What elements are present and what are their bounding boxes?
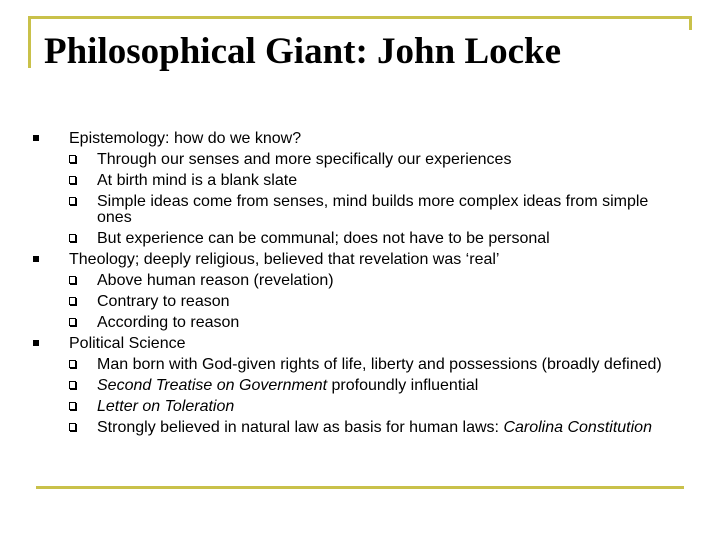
bullet-theology: [33, 249, 683, 270]
slide-content: [33, 128, 683, 438]
sub-bullet-text: Man born with God-given rights of life, liberty and possessions (broadly defined): [97, 356, 662, 373]
sub-bullet-text: Contrary to reason: [97, 293, 230, 310]
checkbox-bullet-icon: [69, 276, 76, 284]
title-frame-right: [689, 16, 692, 30]
sub-bullet-text: At birth mind is a blank slate: [97, 172, 298, 189]
sub-bullet: [33, 228, 683, 249]
square-bullet-icon: [33, 256, 39, 262]
checkbox-bullet-icon: [69, 297, 76, 305]
bullet-epistemology: [33, 128, 683, 149]
checkbox-bullet-icon: [69, 197, 76, 205]
title-frame-top: [28, 16, 692, 19]
sub-bullet: [33, 291, 683, 312]
bullet-text: Political Science: [69, 335, 186, 352]
sub-bullet: [33, 354, 683, 375]
checkbox-bullet-icon: [69, 155, 76, 163]
sub-bullet: [33, 417, 683, 438]
checkbox-bullet-icon: [69, 360, 76, 368]
book-title: Letter on Toleration: [97, 398, 235, 415]
sub-bullet: [33, 149, 683, 170]
checkbox-bullet-icon: [69, 423, 76, 431]
slide-title: Philosophical Giant: John Locke: [44, 31, 562, 72]
bullet-text: Epistemology: how do we know?: [69, 130, 302, 147]
sub-bullet: [33, 312, 683, 333]
book-title: Second Treatise on Government: [97, 377, 328, 394]
sub-bullet-text: Through our senses and more specifically our experiences: [97, 151, 512, 168]
checkbox-bullet-icon: [69, 176, 76, 184]
sub-bullet: [33, 191, 683, 228]
checkbox-bullet-icon: [69, 234, 76, 242]
bottom-rule: [36, 486, 684, 489]
bullet-political-science: [33, 333, 683, 354]
sub-bullet-text: According to reason: [97, 314, 240, 331]
square-bullet-icon: [33, 135, 39, 141]
checkbox-bullet-icon: [69, 381, 76, 389]
sub-bullet: [33, 396, 683, 417]
title-frame-left: [28, 16, 31, 68]
checkbox-bullet-icon: [69, 402, 76, 410]
document-title: Carolina Constitution: [503, 419, 652, 436]
sub-bullet-text: But experience can be communal; does not have to be personal: [97, 230, 550, 247]
square-bullet-icon: [33, 340, 39, 346]
sub-bullet-text: Strongly believed in natural law as basis for human laws:: [97, 419, 504, 436]
bullet-text: Theology; deeply religious, believed that revelation was ‘real’: [69, 251, 500, 268]
sub-bullet-text: Above human reason (revelation): [97, 272, 334, 289]
sub-bullet: [33, 270, 683, 291]
sub-bullet: [33, 375, 683, 396]
checkbox-bullet-icon: [69, 318, 76, 326]
sub-bullet-text: profoundly influential: [331, 377, 479, 394]
sub-bullet: [33, 170, 683, 191]
sub-bullet-text: Simple ideas come from senses, mind builds more complex ideas from simple ones: [97, 193, 649, 226]
